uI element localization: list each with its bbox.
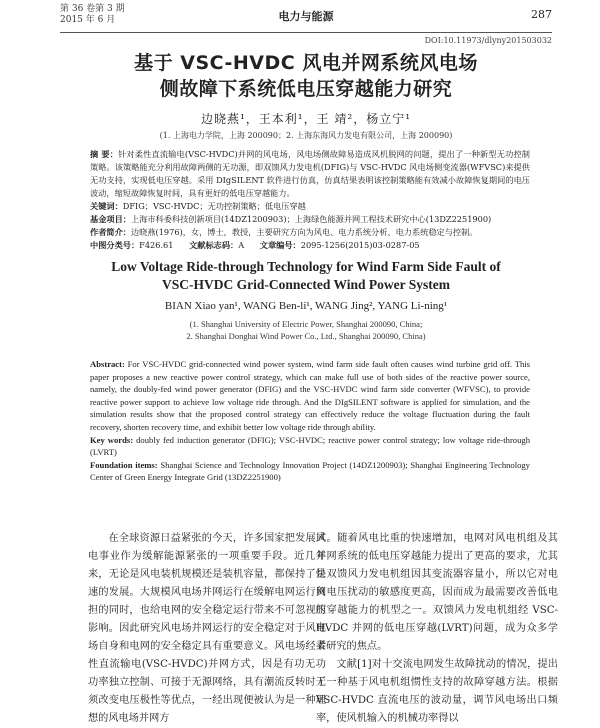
affiliation-en-line1: (1. Shanghai University of Electric Power, Shanghai 200090, China; [189,319,423,329]
title-en-line1: Low Voltage Ride-through Technology for Wind Farm Side Fault of [111,259,501,274]
fund-cn-label: 基金项目： [90,214,131,224]
running-header [60,4,552,32]
abstract-en-label: Abstract: [90,359,125,369]
body-paragraph: 在全球资源日益紧张的今天，许多国家把发展风电事业作为缓解能源紧张的一项重要手段。近几年来，无论是风电装机规模还是装机容量，都保持了快速的发展。大规模风电场并网运行在缓解电网运行负担的同时，也给电网的安全稳定运行带来不可忽视的影响。因此研究风电场并网运行的安全稳定对于风电场自身和电网的安全稳定具有重要意义。风电场经柔性直流输电(VSC-HVDC)并网方式，因是有功无功功率独立控制、可接于无源网络，具有潮流反转时无须改变电压极性等优点，一经出现便被认为是一种理想的风电场并网方 [88,533,326,724]
keywords-cn-label: 关键词： [90,201,123,211]
code-value: A [238,240,245,250]
fund-cn: 上海市科委科技创新项目(14DZ1200903)；上海绿色能源并网工程技术研究中心(13DZ2251900) [130,214,492,224]
page-number: 287 [531,8,552,21]
authors-en: BIAN Xiao yan¹, WANG Ben-li¹, WANG Jing², YANG Li-ning¹ [164,300,448,312]
volume-label: 第 36 卷第 3 期 [60,4,125,14]
class-value: F426.61 [139,240,174,250]
header-rule [60,32,552,33]
title-cn-line2: 侧故障下系统低电压穿越能力研究 [159,78,453,100]
body-column-right [316,530,558,728]
title-en-line2: VSC-HVDC Grid-Connected Wind Power System [161,277,450,292]
title-cn [60,50,552,102]
code-label: 文献标志码： [189,240,239,250]
abstract-en-text: For VSC-HVDC grid-connected wind power system, wind farm side fault often causes wind turbine grid off. This paper proposes a new reactive power control strategy, which can make full use of both sides of the reactive power source, namely, the doubly-fed wind power generator (DFIG) and the VSC-HVDC wind farm side converter (WFVSC), to provide reactive power support to achieve low voltage ride through. And the DIgSILENT software is applied for simulation, and the simulation results show that the proposed control strategy can effectively reduce the voltage fluctuation during the fault recovery, shorten recovery time, and exhibit better low voltage ride through ability. [90,359,531,432]
abstract-cn-text: 针对柔性直流输电(VSC-HVDC)并网的风电场，风电场侧故障易造成风机脱网的问题，提出了一种新型无功控制策略。该策略能充分利用故障两侧的无功源，即双馈风力发电机(DFIG)与 VSC-HVDC 风电场侧变流器(WFVSC)来提供无功支持，实现低电压穿越。采用 DIgSILENT 软件进行仿真，仿真结果表明该控制策略能有效减小故障恢复期间的电压波动，缩短故障恢复时间，具有更好的低电压穿越能力。 [90,149,530,198]
abstract-en [90,358,530,484]
title-cn-line1: 基于 VSC-HVDC 风电并网系统风电场 [134,52,478,74]
affiliation-cn: (1. 上海电力学院，上海 200090；2. 上海东海风力发电有限公司，上海 200090) [159,131,453,140]
fund-en-label: Foundation items: [90,459,158,470]
fund-en: Shanghai Science and Technology Innovation Project (14DZ1200903); Shanghai Engineering Technology Center of Green Energy Integrate Grid (13DZ2251900) [90,459,530,483]
body-column-left [88,530,326,728]
abstract-cn [90,148,530,252]
keywords-en: doubly fed induction generator (DFIG); VSC-HVDC; reactive power control strategy; low voltage ride-through (LVRT) [90,434,530,458]
author-bio: 边晓燕(1976)，女，博士，教授，主要研究方向为风电、电力系统分析、电力系统稳定与控制。 [130,227,478,237]
date-label: 2015 年 6 月 [60,15,116,25]
author-bio-label: 作者简介： [90,227,131,237]
keywords-cn: DFIG；VSC-HVDC；无功控制策略；低电压穿越 [122,201,306,211]
classification-line [90,239,530,252]
doi: DOI:10.11973/dlyny201503032 [424,36,552,45]
class-label: 中图分类号： [90,240,140,250]
body-paragraph: 文献[1]对十交流电网发生故障扰动的情况，提出了一种基于风电机组惯性支持的故障穿越方法。根据 VSC-HVDC 直流电压的波动量，调节风电场出口频率，使风机输入的机械功率得以 [316,659,558,724]
keywords-en-label: Key words: [90,434,134,445]
article-label: 文章编号： [259,240,301,250]
journal-name: 电力与能源 [278,10,334,23]
title-en [60,258,552,294]
body-paragraph: 式。随着风电比重的快速增加，电网对风电机组及其并网系统的低电压穿越能力提出了更高的要求，尤其是双馈风力发电机组因其变流器容量小，所以它对电网电压扰动的敏感度更高，因而成为最需要改善低电压穿越能力的机型之一。双馈风力发电机组经 VSC-HVDC 并网的低电压穿越(LVRT)问题，成为众多学者研究的焦点。 [316,533,558,652]
article-value: 2095-1256(2015)03-0287-05 [300,240,420,250]
affiliation-en [60,318,552,342]
authors-cn: 边晓燕¹，王本利¹，王 靖²，杨立宁¹ [200,112,412,126]
abstract-cn-label: 摘 要： [90,149,119,159]
affiliation-en-line2: 2. Shanghai Donghai Wind Power Co., Ltd., Shanghai 200090, China) [186,331,426,341]
